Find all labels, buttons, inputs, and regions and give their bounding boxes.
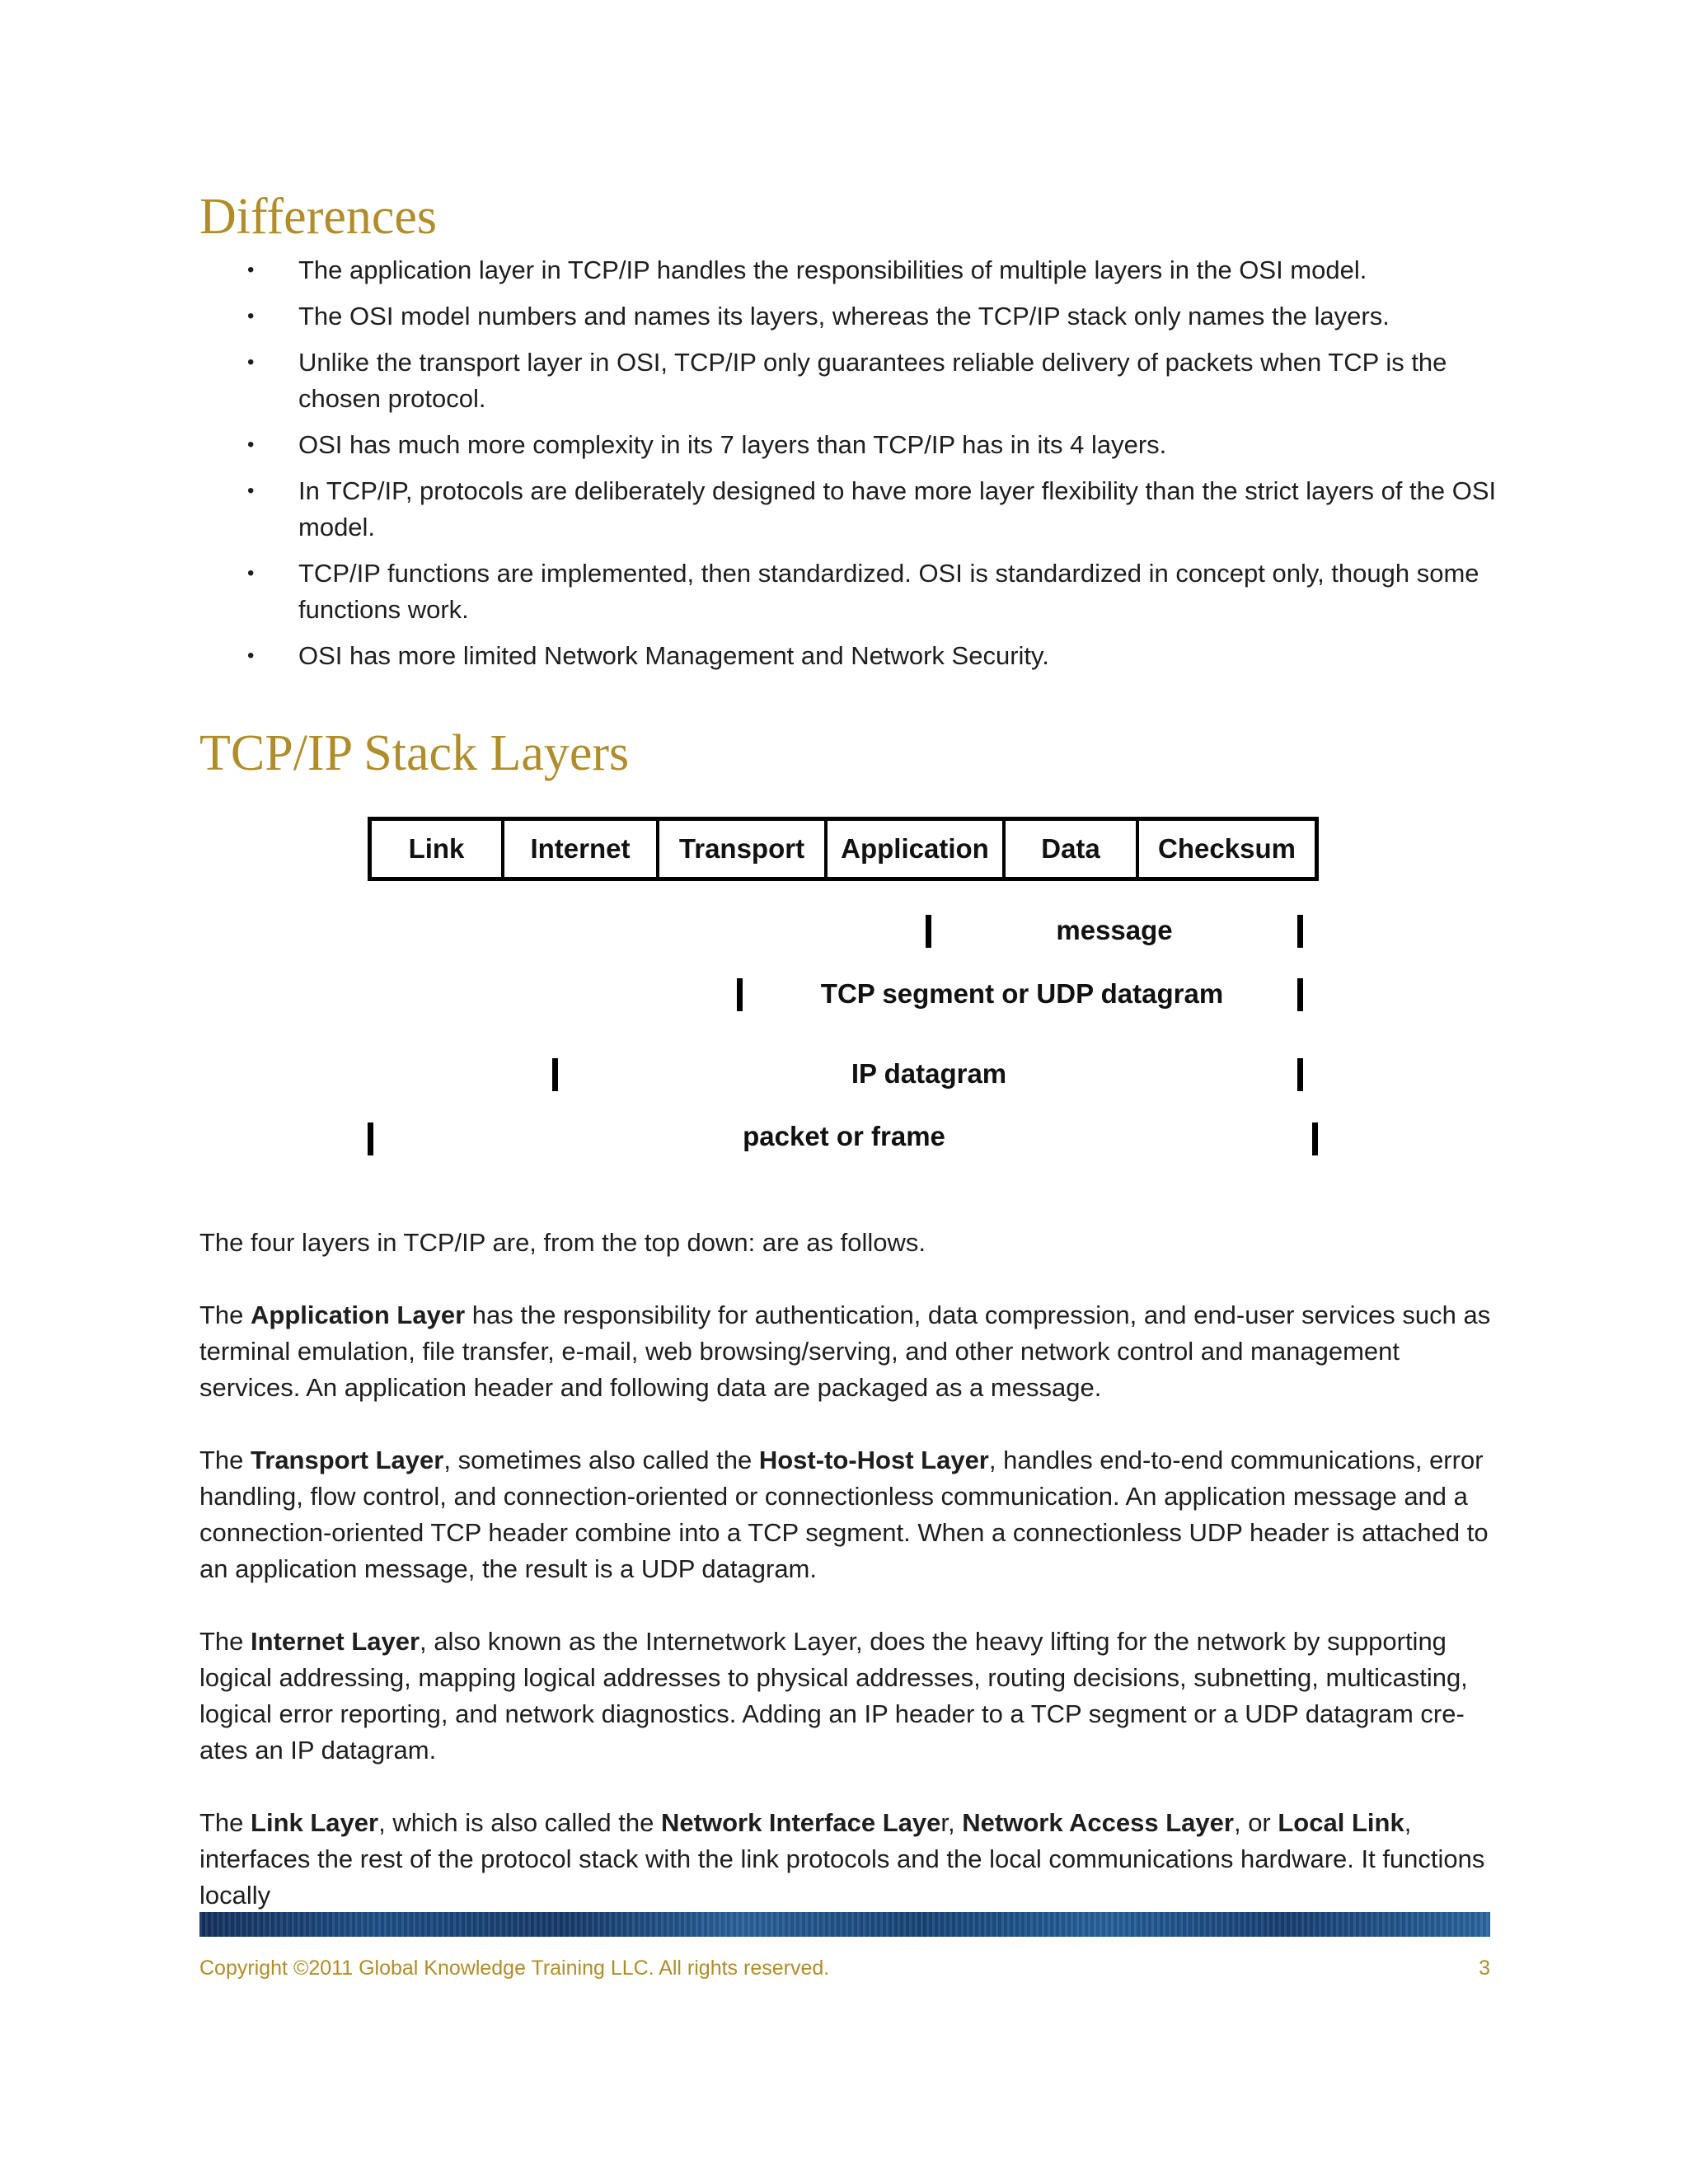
span-end-marker	[1312, 1122, 1318, 1155]
span-end-marker	[1297, 978, 1303, 1011]
bullet-icon: •	[247, 259, 255, 281]
bullet-icon: •	[247, 480, 255, 502]
footer-decorative-band	[199, 1912, 1490, 1937]
span-start-marker	[737, 978, 743, 1011]
layer-descriptions	[199, 1225, 1502, 1950]
intro-paragraph: The four layers in TCP/IP are, from the top down: are as follows.	[199, 1228, 926, 1257]
cell-transport: Transport	[659, 821, 828, 877]
internet-layer-paragraph: The Internet Layer, also known as the Internetwork Layer, does the heavy lifting for the network by supporting logical addressing, mapping logical addresses to physical addresses, routing decisions, subnetting, multicasting, logical error reporting, and network diagnostics. Adding an IP header to a TCP segment or a UDP datagram cre-ates an IP datagram.	[199, 1627, 1468, 1765]
application-layer-paragraph: The Application Layer has the responsibility for authentication, data compression, and end-user services such as terminal emulation, file transfer, e-mail, web browsing/serving, and other network control and management services. An application header and following data are packaged as a message.	[199, 1301, 1491, 1402]
differences-heading: Differences	[199, 189, 438, 245]
cell-checksum: Checksum	[1158, 833, 1296, 864]
copyright-notice: Copyright ©2011 Global Knowledge Training LLC. All rights reserved.	[199, 1957, 830, 1980]
bullet-icon: •	[247, 434, 255, 456]
bullet-icon: •	[247, 644, 255, 667]
bullet-icon: •	[247, 351, 255, 373]
span-message-label: message	[1056, 915, 1173, 945]
list-item: • In TCP/IP, protocols are deliberately designed to have more layer flexibility than the strict layers of the OSI model.	[247, 473, 1517, 546]
list-item: • Unlike the transport layer in OSI, TCP/IP only guarantees reliable delivery of packets when TCP is the chosen protocol.	[247, 344, 1517, 417]
span-start-marker	[552, 1058, 558, 1091]
list-item: • The OSI model numbers and names its layers, whereas the TCP/IP stack only names the layers.	[247, 298, 1517, 335]
list-item: • The application layer in TCP/IP handles the responsibilities of multiple layers in the OSI model.	[247, 252, 1517, 288]
tcpip-stack-heading: TCP/IP Stack Layers	[199, 725, 630, 781]
list-item: • OSI has much more complexity in its 7 layers than TCP/IP has in its 4 layers.	[247, 427, 1517, 463]
span-end-marker	[1297, 915, 1303, 948]
span-end-marker	[1297, 1058, 1303, 1091]
span-start-marker	[926, 915, 931, 948]
list-item: • OSI has more limited Network Management and Network Security.	[247, 638, 1517, 674]
cell-application: Application	[828, 821, 1006, 877]
cell-data: Data	[1006, 821, 1139, 877]
bullet-icon: •	[247, 562, 255, 584]
span-start-marker	[368, 1122, 373, 1155]
cell-internet: Internet	[504, 821, 659, 877]
differences-list	[247, 252, 1517, 684]
page-number: 3	[1479, 1957, 1490, 1980]
cell-link: Link	[372, 821, 504, 877]
span-segment-label: TCP segment or UDP datagram	[820, 978, 1224, 1009]
bullet-icon: •	[247, 305, 255, 327]
transport-layer-paragraph: The Transport Layer, sometimes also called the Host-to-Host Layer, handles end-to-end communications, error handling, flow control, and connection-oriented or connectionless communication. An application message and a connection-oriented TCP header combine into a TCP segment. When a connectionless UDP header is attached to an application message, the result is a UDP datagram.	[199, 1446, 1489, 1583]
link-layer-paragraph: The Link Layer, which is also called the Network Interface Layer, Network Access Layer, or Local Link, interfaces the rest of the protocol stack with the link protocols and the local communications hardware. It functions locally	[199, 1808, 1485, 1910]
packet-structure-table	[368, 817, 1319, 881]
span-ip-datagram-label: IP datagram	[851, 1058, 1007, 1089]
list-item: • TCP/IP functions are implemented, then standardized. OSI is standardized in concept only, though some functions work.	[247, 555, 1517, 628]
span-frame-label: packet or frame	[743, 1121, 945, 1151]
